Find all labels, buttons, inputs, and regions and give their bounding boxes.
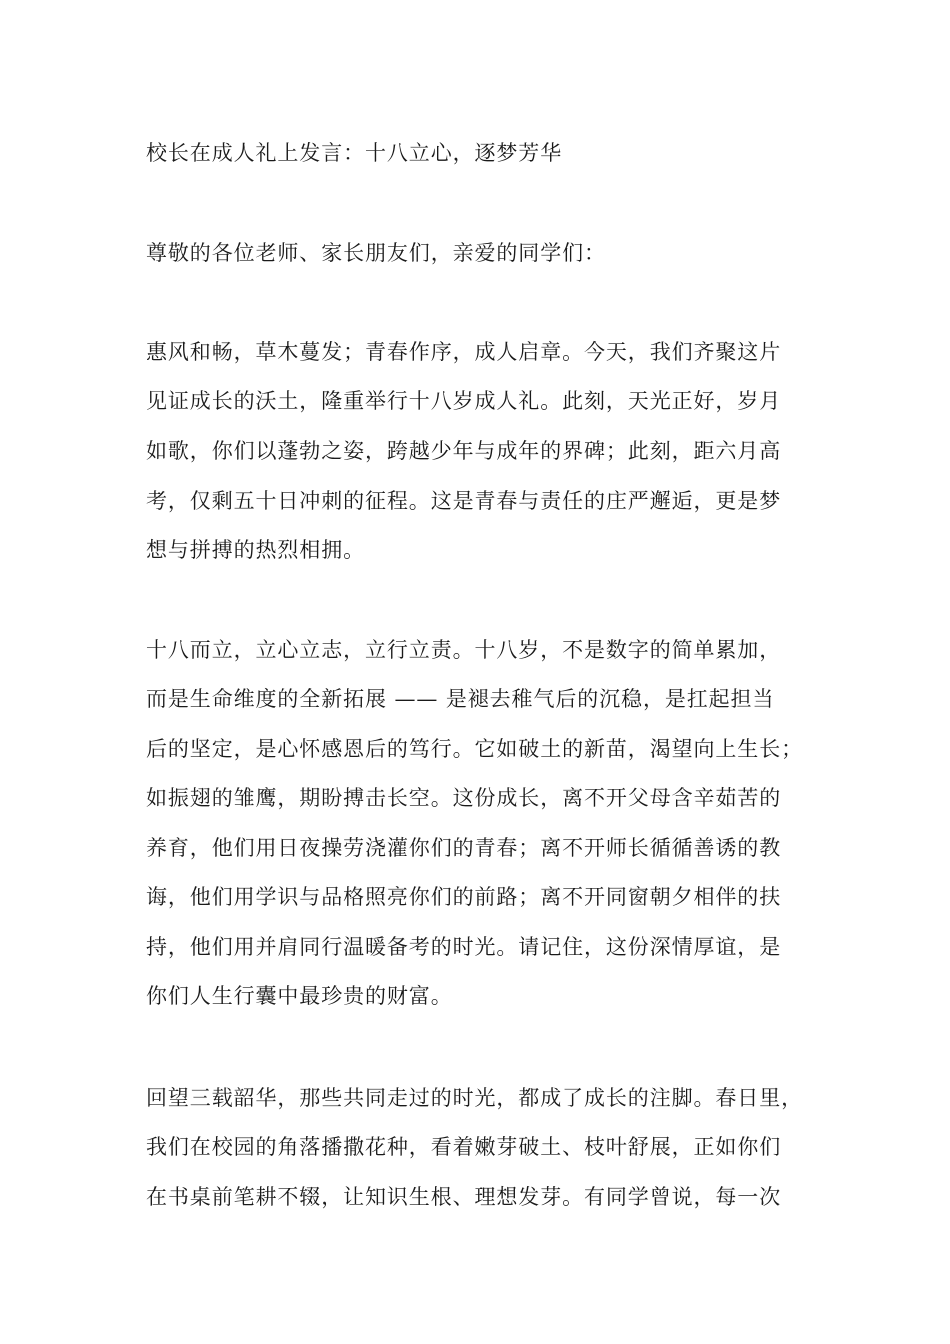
salutation: 尊敬的各位老师、家长朋友们，亲爱的同学们：: [146, 241, 606, 265]
paragraph-line: 我们在校园的角落播撒花种，看着嫩芽破土、枝叶舒展，正如你们: [146, 1135, 782, 1159]
paragraph-line: 后的坚定，是心怀感恩后的笃行。它如破土的新苗，渴望向上生长；: [146, 737, 803, 761]
paragraph-line: 养育，他们用日夜操劳浇灌你们的青春；离不开师长循循善诱的教: [146, 836, 782, 860]
paragraph-line: 惠风和畅，草木蔓发；青春作序，成人启章。今天，我们齐聚这片: [146, 340, 782, 364]
paragraph-line: 持，他们用并肩同行温暖备考的时光。请记住，这份深情厚谊，是: [146, 935, 782, 959]
document-title: 校长在成人礼上发言：十八立心，逐梦芳华: [146, 141, 563, 165]
paragraph-line: 如振翅的雏鹰，期盼搏击长空。这份成长，离不开父母含辛茹苦的: [146, 786, 782, 810]
paragraph-line: 十八而立，立心立志，立行立责。十八岁，不是数字的简单累加，: [146, 638, 782, 662]
paragraph-line: 想与拼搏的热烈相拥。: [146, 538, 365, 562]
paragraph-line: 如歌，你们以蓬勃之姿，跨越少年与成年的界碑；此刻，距六月高: [146, 439, 782, 463]
paragraph-line: 你们人生行囊中最珍贵的财富。: [146, 984, 453, 1008]
paragraph-line: 考，仅剩五十日冲刺的征程。这是青春与责任的庄严邂逅，更是梦: [146, 489, 782, 513]
paragraph-line: 见证成长的沃土，隆重举行十八岁成人礼。此刻，天光正好，岁月: [146, 389, 782, 413]
paragraph-line: 而是生命维度的全新拓展 —— 是褪去稚气后的沉稳，是扛起担当: [146, 687, 775, 711]
paragraph-line: 诲，他们用学识与品格照亮你们的前路；离不开同窗朝夕相伴的扶: [146, 885, 782, 909]
paragraph-line: 回望三载韶华，那些共同走过的时光，都成了成长的注脚。春日里，: [146, 1086, 803, 1110]
paragraph-line: 在书桌前笔耕不辍，让知识生根、理想发芽。有同学曾说，每一次: [146, 1185, 782, 1209]
